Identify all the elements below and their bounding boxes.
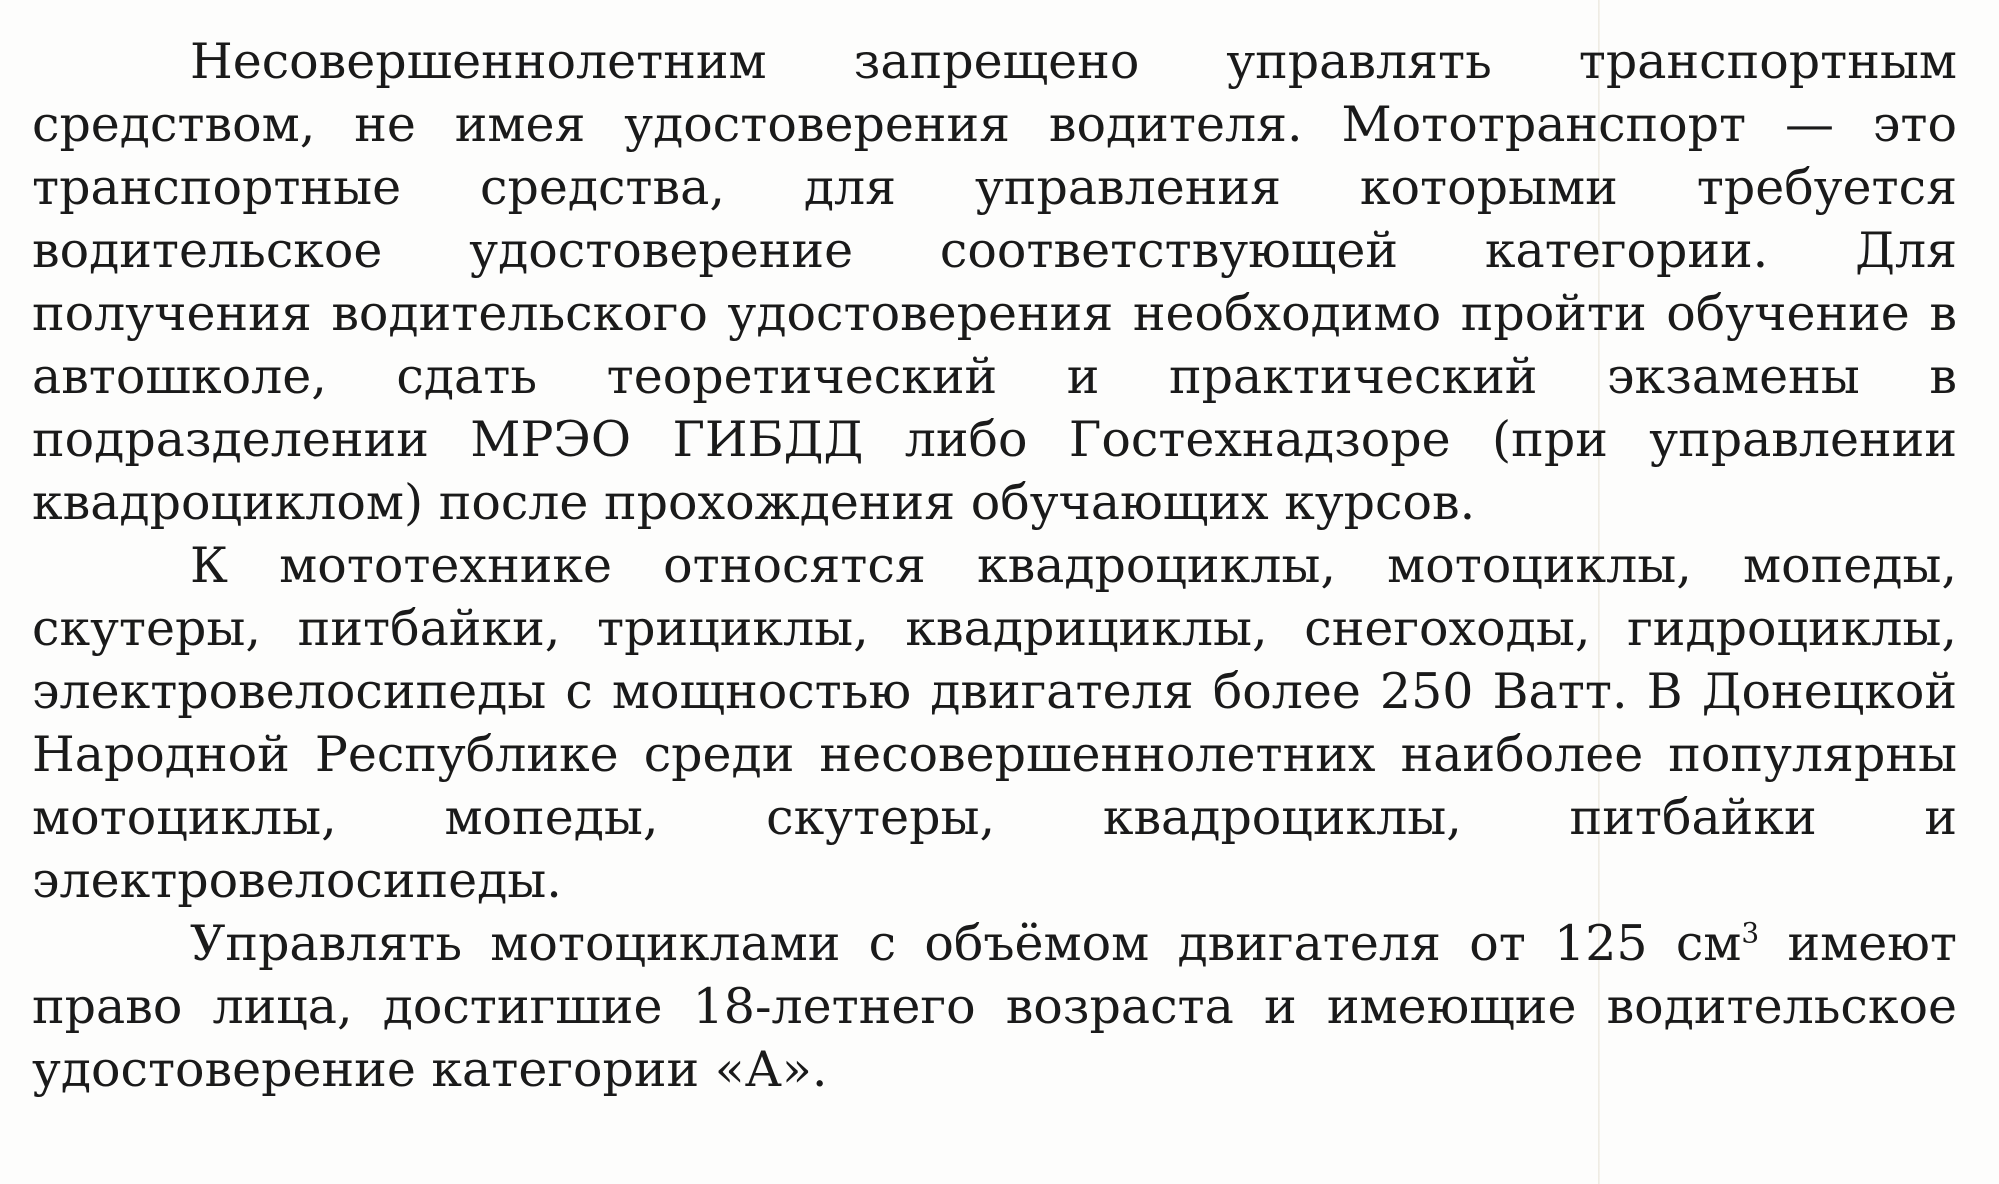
paragraph-driving-license-requirement: Несовершеннолетним запрещено управлять транспортным средством, не имея удостоверения водителя. Мототранспорт — это транспортные средства, для управления которыми требуется водительское удостоверение соответствующей категории. Для получения водительского удостоверения необходимо пройти обучение в автошколе, сдать теоретический и практический экзамены в подразделении МРЭО ГИБДД либо Гостехнадзоре (при управлении квадроциклом) после прохождения обучающих курсов.	[32, 33, 1957, 531]
cubic-superscript: 3	[1741, 916, 1760, 950]
paragraph-category-a-rule	[32, 912, 1957, 1101]
paragraph-motor-vehicle-types: К мототехнике относятся квадроциклы, мотоциклы, мопеды, скутеры, питбайки, трициклы, квадрициклы, снегоходы, гидроциклы, электровелосипеды с мощностью двигателя более 250 Ватт. В Донецкой Народной Республике среди несовершеннолетних наиболее популярны мотоциклы, мопеды, скутеры, квадроциклы, питбайки и электровелосипеды.	[32, 537, 1957, 909]
document-body	[32, 30, 1957, 1101]
paragraph-category-a-text-before: Управлять мотоциклами с объёмом двигателя от 125 см	[190, 915, 1742, 972]
paragraph-category-a-text-after: имеют право лица, достигшие 18-летнего возраста и имеющие водительское удостоверение категории «А».	[32, 915, 1958, 1098]
